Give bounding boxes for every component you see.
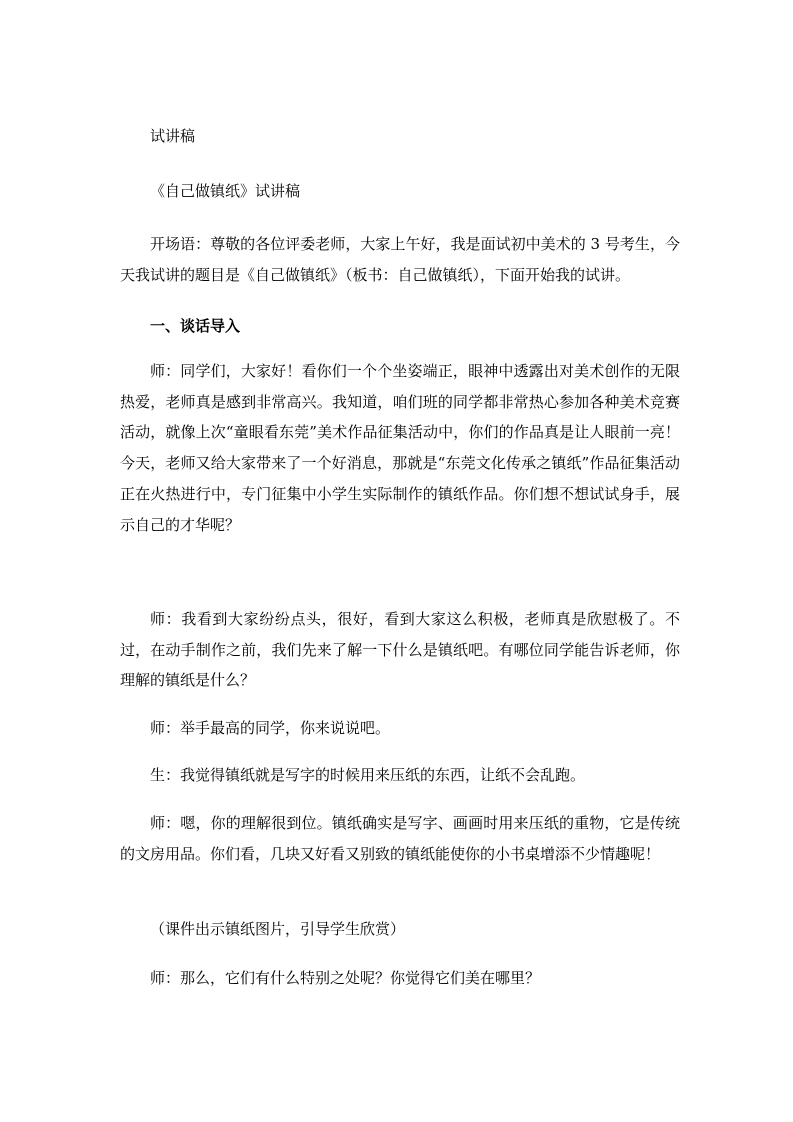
paragraph-teacher-greeting: 师：同学们，大家好！看你们一个个坐姿端正，眼神中透露出对美术创作的无限热爱，老师真是感到非常高兴。我知道，咱们班的同学都非常热心参加各种美术竞赛活动，就像上次“童眼看东莞”美术作品征集活动中，你们的作品真是让人眼前一亮！今天，老师又给大家带来了一个好消息，那就是“东莞文化传承之镇纸”作品征集活动正在火热进行中，专门征集中小学生实际制作的镇纸作品。你们想不想试试身手，展示自己的才华呢？ [120,362,680,534]
section-heading-introduction: 一、谈话导入 [150,317,241,335]
paragraph-stage-direction: （课件出示镇纸图片，引导学生欣赏） [150,920,406,938]
document-title: 试讲稿 [150,127,196,145]
paragraph-teacher-call: 师：举手最高的同学，你来说说吧。 [150,719,391,737]
paragraph-teacher-question: 师：我看到大家纷纷点头，很好，看到大家这么积极，老师真是欣慰极了。不过，在动手制作之前，我们先来了解一下什么是镇纸吧。有哪位同学能告诉老师，你理解的镇纸是什么？ [120,610,680,690]
paragraph-teacher-followup: 师：那么，它们有什么特别之处呢？你觉得它们美在哪里？ [150,969,541,987]
paragraph-student-answer: 生：我觉得镇纸就是写字的时候用来压纸的东西，让纸不会乱跑。 [150,766,586,784]
lesson-title: 《自己做镇纸》试讲稿 [150,182,301,200]
paragraph-teacher-explanation: 师：嗯，你的理解很到位。镇纸确实是写字、画画时用来压纸的重物，它是传统的文房用品。你们看，几块又好看又别致的镇纸能使你的小书桌增添不少情趣呢！ [120,814,680,863]
opening-paragraph: 开场语：尊敬的各位评委老师，大家上午好，我是面试初中美术的 3 号考生，今天我试讲的题目是《自己做镇纸》（板书：自己做镇纸），下面开始我的试讲。 [120,235,680,284]
